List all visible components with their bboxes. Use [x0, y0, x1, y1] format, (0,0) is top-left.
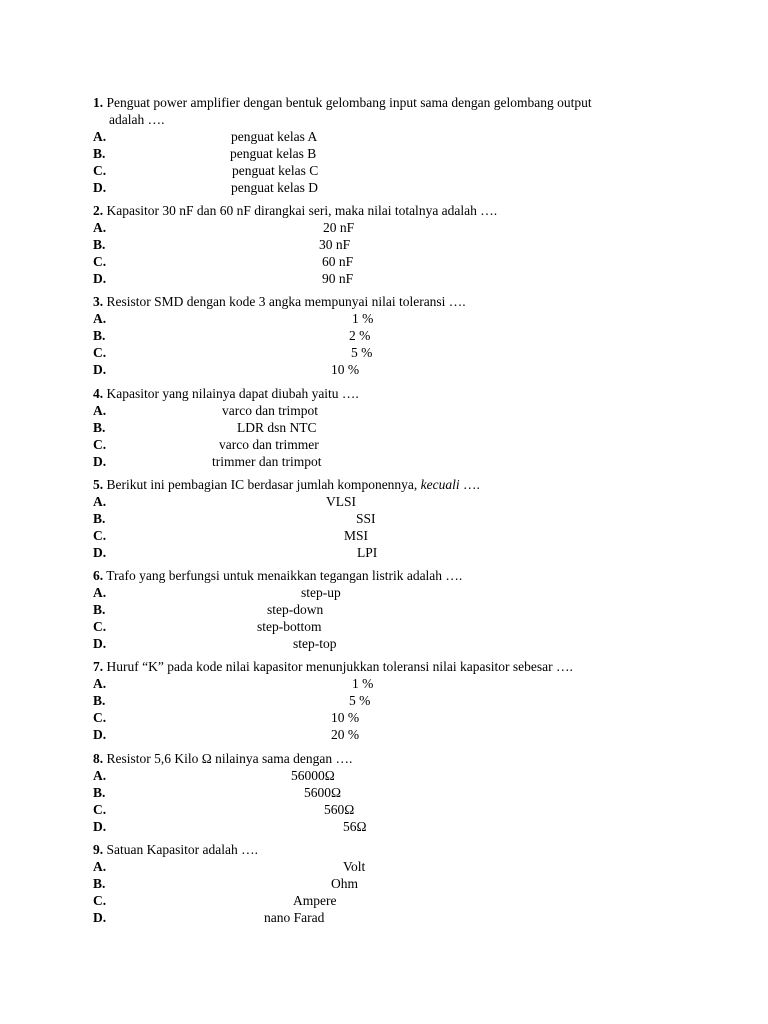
option-letter: C.: [93, 437, 107, 452]
option-letter: B.: [93, 237, 106, 252]
question-9: [93, 841, 693, 926]
option-text: step-down: [267, 602, 324, 617]
option-letter: A.: [93, 859, 107, 874]
option-letter: C.: [93, 345, 107, 360]
option-letter: B.: [93, 420, 106, 435]
question-text: Resistor SMD dengan kode 3 angka mempunyai nilai toleransi ….: [103, 294, 466, 309]
option-b: [93, 601, 693, 618]
option-letter: C.: [93, 802, 107, 817]
option-letter: A.: [93, 403, 107, 418]
option-b: [93, 419, 693, 436]
option-d: [93, 453, 693, 470]
option-letter: B.: [93, 146, 106, 161]
option-letter: B.: [93, 693, 106, 708]
option-letter: B.: [93, 511, 106, 526]
option-b: [93, 327, 693, 344]
option-letter: C.: [93, 528, 107, 543]
option-letter: A.: [93, 676, 107, 691]
option-b: [93, 784, 693, 801]
option-d: [93, 726, 693, 743]
option-text: 56Ω: [343, 819, 367, 834]
option-text: MSI: [344, 528, 369, 543]
option-letter: D.: [93, 545, 107, 560]
option-d: [93, 361, 693, 378]
question-text: Kapasitor yang nilainya dapat diubah yaitu ….: [103, 386, 359, 401]
question-stem: [93, 202, 693, 219]
option-text: step-top: [293, 636, 337, 651]
option-b: [93, 236, 693, 253]
question-stem: [93, 94, 693, 111]
question-number: 4.: [93, 386, 104, 401]
question-6: [93, 567, 693, 652]
option-text: Ampere: [293, 893, 337, 908]
option-text: LDR dsn NTC: [237, 420, 317, 435]
option-d: [93, 818, 693, 835]
option-letter: C.: [93, 163, 107, 178]
question-5: [93, 476, 693, 561]
option-b: [93, 510, 693, 527]
question-1: [93, 94, 693, 196]
option-d: [93, 179, 693, 196]
option-text: penguat kelas A: [231, 129, 318, 144]
question-text-emphasis: kecuali: [420, 477, 460, 492]
option-a: [93, 675, 693, 692]
option-text: penguat kelas C: [232, 163, 319, 178]
option-letter: A.: [93, 768, 107, 783]
option-letter: C.: [93, 254, 107, 269]
question-text: Berikut ini pembagian IC berdasar jumlah komponennya,: [103, 477, 421, 492]
option-a: [93, 128, 693, 145]
option-letter: C.: [93, 619, 107, 634]
option-letter: D.: [93, 636, 107, 651]
option-letter: B.: [93, 785, 106, 800]
question-3: [93, 293, 693, 378]
option-c: [93, 436, 693, 453]
question-number: 3.: [93, 294, 104, 309]
option-a: [93, 402, 693, 419]
option-letter: B.: [93, 876, 106, 891]
option-a: [93, 767, 693, 784]
option-c: [93, 709, 693, 726]
question-stem: [93, 841, 693, 858]
option-letter: A.: [93, 494, 107, 509]
option-text: 20 nF: [323, 220, 355, 235]
option-c: [93, 618, 693, 635]
option-letter: B.: [93, 328, 106, 343]
option-text: 5600Ω: [304, 785, 342, 800]
option-letter: D.: [93, 819, 107, 834]
option-text: trimmer dan trimpot: [212, 454, 322, 469]
option-text: penguat kelas B: [230, 146, 317, 161]
question-7: [93, 658, 693, 743]
question-text: Resistor 5,6 Kilo Ω nilainya sama dengan ….: [103, 751, 353, 766]
question-2: [93, 202, 693, 287]
option-b: [93, 145, 693, 162]
option-text: step-bottom: [257, 619, 322, 634]
option-text: varco dan trimpot: [222, 403, 318, 418]
option-text: 10 %: [331, 362, 360, 377]
question-number: 6.: [93, 568, 104, 583]
option-text: 560Ω: [324, 802, 355, 817]
option-text: Volt: [343, 859, 366, 874]
option-letter: A.: [93, 220, 107, 235]
option-letter: D.: [93, 271, 107, 286]
option-c: [93, 801, 693, 818]
question-number: 7.: [93, 659, 104, 674]
question-8: [93, 750, 693, 835]
question-stem: [93, 476, 693, 493]
option-text: 56000Ω: [291, 768, 335, 783]
question-text: Penguat power amplifier dengan bentuk gelombang input sama dengan gelombang output: [103, 95, 592, 110]
question-text-continued: adalah ….: [109, 112, 165, 127]
option-d: [93, 270, 693, 287]
question-text-end: ….: [459, 477, 480, 492]
option-text: 5 %: [351, 345, 373, 360]
option-c: [93, 162, 693, 179]
option-a: [93, 584, 693, 601]
option-letter: D.: [93, 454, 107, 469]
option-c: [93, 344, 693, 361]
option-text: VLSI: [326, 494, 356, 509]
option-text: varco dan trimmer: [219, 437, 319, 452]
question-stem: [93, 567, 693, 584]
option-c: [93, 892, 693, 909]
option-letter: C.: [93, 893, 107, 908]
option-c: [93, 527, 693, 544]
option-d: [93, 635, 693, 652]
option-text: 60 nF: [322, 254, 354, 269]
question-stem: [93, 385, 693, 402]
option-letter: A.: [93, 311, 107, 326]
option-a: [93, 493, 693, 510]
question-text: Huruf “K” pada kode nilai kapasitor menunjukkan toleransi nilai kapasitor sebesar ….: [103, 659, 573, 674]
option-text: 90 nF: [322, 271, 354, 286]
question-number: 2.: [93, 203, 104, 218]
option-a: [93, 219, 693, 236]
option-letter: D.: [93, 180, 107, 195]
question-number: 8.: [93, 751, 104, 766]
option-b: [93, 875, 693, 892]
option-letter: D.: [93, 362, 107, 377]
option-letter: D.: [93, 910, 107, 925]
option-letter: D.: [93, 727, 107, 742]
option-text: 5 %: [349, 693, 371, 708]
option-letter: A.: [93, 585, 107, 600]
question-number: 1.: [93, 95, 104, 110]
option-text: 1 %: [352, 676, 374, 691]
option-text: 2 %: [349, 328, 371, 343]
option-text: 1 %: [352, 311, 374, 326]
option-letter: A.: [93, 129, 107, 144]
option-text: 10 %: [331, 710, 360, 725]
option-c: [93, 253, 693, 270]
option-text: 30 nF: [319, 237, 351, 252]
question-stem: [93, 658, 693, 675]
question-text: Trafo yang berfungsi untuk menaikkan tegangan listrik adalah ….: [103, 568, 463, 583]
option-text: penguat kelas D: [231, 180, 318, 195]
option-text: SSI: [356, 511, 376, 526]
option-text: 20 %: [331, 727, 360, 742]
option-text: Ohm: [331, 876, 358, 891]
question-number: 5.: [93, 477, 104, 492]
option-a: [93, 310, 693, 327]
option-a: [93, 858, 693, 875]
question-number: 9.: [93, 842, 104, 857]
question-text: Kapasitor 30 nF dan 60 nF dirangkai seri, maka nilai totalnya adalah ….: [103, 203, 498, 218]
option-letter: B.: [93, 602, 106, 617]
question-stem: [93, 293, 693, 310]
question-4: [93, 385, 693, 470]
option-b: [93, 692, 693, 709]
option-d: [93, 909, 693, 926]
option-text: step-up: [301, 585, 341, 600]
question-stem: [93, 750, 693, 767]
option-d: [93, 544, 693, 561]
option-text: nano Farad: [264, 910, 325, 925]
option-letter: C.: [93, 710, 107, 725]
option-text: LPI: [357, 545, 378, 560]
question-text: Satuan Kapasitor adalah ….: [103, 842, 258, 857]
